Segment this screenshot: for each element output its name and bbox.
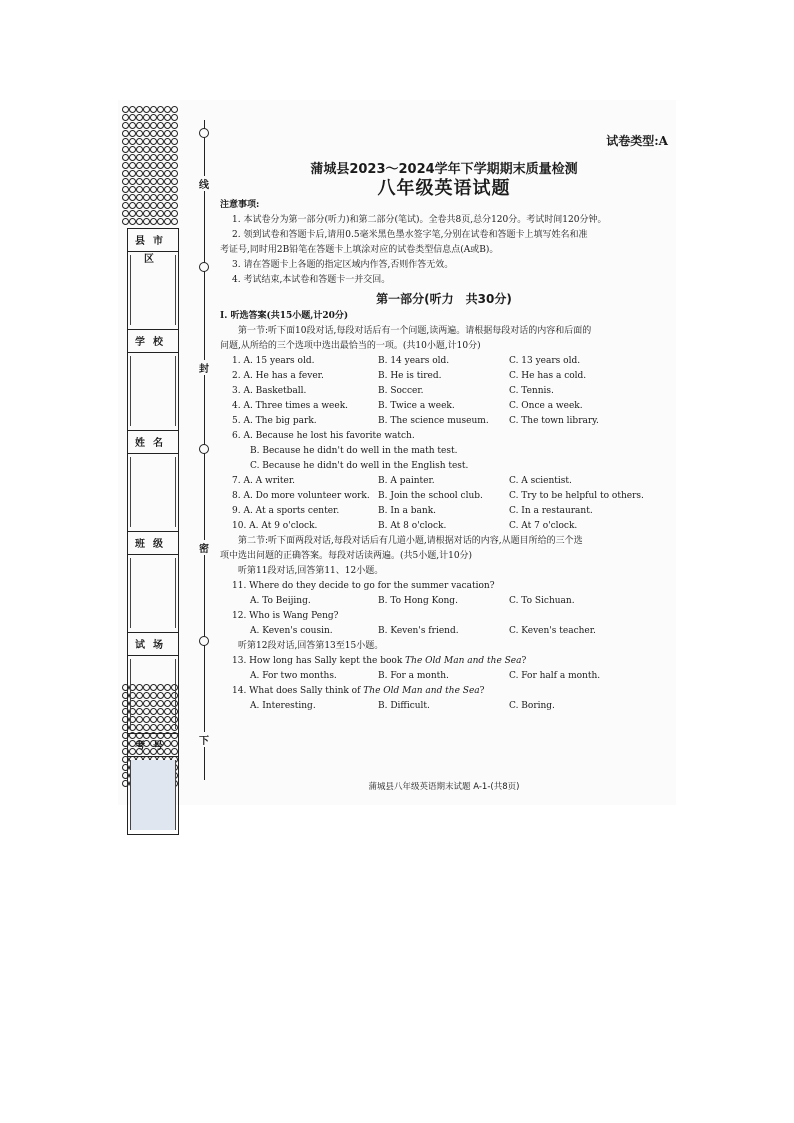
seal-char: 下 [196,732,212,747]
option-b[interactable]: B. He is tired. [378,371,442,381]
binding-dot-icon [136,194,143,201]
stem-text: 13. How long has Sally kept the book [232,656,406,666]
binding-dot-icon [143,146,150,153]
option-a[interactable]: 8. A. Do more volunteer work. [232,491,370,501]
binding-dot-icon [136,162,143,169]
notice-item: 3. 请在答题卡上各题的指定区域内作答,否则作答无效。 [232,260,454,270]
seal-circle-icon [199,444,209,454]
binding-dot-icon [143,186,150,193]
option-a[interactable]: A. Keven's cousin. [250,626,333,636]
binding-dot-icon [150,146,157,153]
binding-dot-icon [136,186,143,193]
option-b[interactable]: B. 14 years old. [378,356,450,366]
notice-item: 考证号,同时用2B铅笔在答题卡上填涂对应的试卷类型信息点(A或B)。 [220,245,499,255]
binding-dot-icon [171,114,178,121]
binding-dot-icon [171,218,178,225]
notice-item: 4. 考试结束,本试卷和答题卡一并交回。 [232,275,391,285]
question-row [220,699,668,714]
info-box-district [127,228,179,330]
question-row [220,489,668,504]
option-c[interactable]: C. For half a month. [509,671,601,681]
binding-dot-icon [157,162,164,169]
binding-dot-icon [129,146,136,153]
binding-dot-icon [136,114,143,121]
seal-char: 密 [196,540,212,555]
binding-dot-icon [164,210,171,217]
option-b[interactable]: B. Keven's friend. [378,626,459,636]
binding-dot-icon [143,154,150,161]
option-c[interactable]: C. Boring. [509,701,555,711]
binding-dot-icon [171,194,178,201]
binding-dot-icon [122,210,129,217]
exam-room-field[interactable] [130,659,176,729]
page-footer: 蒲城县八年级英语期末试题 A-1-(共8页) [368,782,520,792]
stem-text: ? [521,656,527,666]
option-b[interactable]: B. For a month. [378,671,449,681]
binding-dot-icon [122,194,129,201]
option-c[interactable]: C. A scientist. [509,476,572,486]
binding-dot-icon [136,138,143,145]
option-a[interactable]: A. Interesting. [250,701,316,711]
exam-content [220,130,668,714]
notice-heading: 注意事项: [220,200,260,210]
question-stem: 11. Where do they decide to go for the summer vacation? [232,581,495,591]
question-row [220,384,668,399]
binding-dot-icon [122,162,129,169]
notice-block [220,198,668,288]
question-row [220,624,668,639]
question-row [220,354,668,369]
option-a[interactable]: 2. A. He has a fever. [232,371,324,381]
binding-dot-icon [171,186,178,193]
binding-dot-icon [122,130,129,137]
binding-dot-icon [157,154,164,161]
question-row [220,369,668,384]
binding-dot-icon [164,178,171,185]
binding-dot-icon [129,194,136,201]
binding-dot-icon [143,194,150,201]
district-field[interactable] [130,255,176,325]
question-row [220,474,668,489]
binding-dot-icon [136,106,143,113]
question-stem [220,654,668,669]
option-c[interactable]: C. At 7 o'clock. [509,521,578,531]
binding-dot-icon [157,194,164,201]
binding-dot-icon [150,178,157,185]
binding-dot-icon [171,178,178,185]
option-b[interactable]: B. The science museum. [378,416,489,426]
binding-dot-icon [129,218,136,225]
info-label: 班级 [128,536,178,555]
option-c[interactable]: C. The town library. [509,416,599,426]
option-c[interactable]: C. In a restaurant. [509,506,593,516]
notice-item: 2. 领到试卷和答题卡后,请用0.5毫米黑色墨水签字笔,分别在试卷和答题卡上填写姓名和准 [232,230,588,240]
binding-dot-icon [122,178,129,185]
binding-dot-icon [164,194,171,201]
info-box-exam-number [127,734,179,835]
binding-dot-icon [136,210,143,217]
binding-dot-icon [150,194,157,201]
binding-dot-icon [164,154,171,161]
binding-dot-icon [129,170,136,177]
binding-dot-icon [171,130,178,137]
binding-dot-icon [171,154,178,161]
binding-dot-icon [164,122,171,129]
section-heading: Ⅰ. 听选答案(共15小题,计20分) [220,311,349,321]
seal-char: 线 [196,176,212,191]
binding-dot-icon [143,218,150,225]
binding-dot-icon [150,202,157,209]
binding-dot-icon [129,122,136,129]
option-b[interactable]: B. A painter. [378,476,435,486]
binding-dot-icon [157,146,164,153]
option-a[interactable]: 1. A. 15 years old. [232,356,315,366]
binding-dot-icon [136,170,143,177]
book-title: The Old Man and the Sea [405,656,522,666]
question-row [220,414,668,429]
section1-intro-cont: 问题,从所给的三个选项中选出最恰当的一项。(共10小题,计10分) [220,341,481,351]
notice-item: 1. 本试卷分为第一部分(听力)和第二部分(笔试)。全卷共8页,总分120分。考试时间120分钟。 [232,215,607,225]
class-field[interactable] [130,558,176,628]
option-a[interactable]: 9. A. At a sports center. [232,506,340,516]
binding-dot-icon [129,162,136,169]
binding-dot-icon [157,210,164,217]
binding-dot-icon [164,202,171,209]
binding-dot-icon [150,154,157,161]
binding-dot-icon [136,178,143,185]
binding-dot-icon [171,146,178,153]
stem-text: ? [479,686,485,696]
option-a[interactable]: A. For two months. [250,671,337,681]
binding-dot-icon [143,130,150,137]
seal-char: 封 [196,360,212,375]
binding-dot-icon [122,106,129,113]
binding-dot-icon [150,130,157,137]
binding-dot-icon [150,114,157,121]
binding-dot-icon [129,210,136,217]
binding-dot-icon [164,170,171,177]
info-label: 考号 [128,738,178,757]
binding-dot-icon [143,170,150,177]
question-row [220,504,668,519]
info-label: 试场 [128,637,178,656]
binding-dot-icon [157,170,164,177]
exam-title: 蒲城县2023～2024学年下学期期末质量检测 [310,162,578,177]
binding-dot-icon [164,218,171,225]
binding-dot-icon [157,106,164,113]
info-box-exam-room [127,633,179,734]
binding-dot-icon [171,170,178,177]
binding-dot-icon [157,122,164,129]
info-box-name [127,431,179,532]
binding-dot-icon [122,122,129,129]
binding-dot-icon [136,202,143,209]
binding-dot-icon [150,218,157,225]
binding-dot-icon [171,138,178,145]
option-c[interactable]: C. Because he didn't do well in the English test. [250,461,469,471]
option-b[interactable]: B. At 8 o'clock. [378,521,447,531]
option-b[interactable]: B. Soccer. [378,386,424,396]
binding-dot-icon [122,146,129,153]
option-a[interactable]: 3. A. Basketball. [232,386,307,396]
subject-title: 八年级英语试题 [377,178,511,199]
exam-number-field[interactable] [130,760,176,830]
paper-type: 试卷类型:A [606,134,668,148]
binding-dot-icon [129,114,136,121]
option-c[interactable]: C. Tennis. [509,386,554,396]
option-c[interactable]: C. Keven's teacher. [509,626,596,636]
binding-dot-icon [143,162,150,169]
binding-dot-icon [171,106,178,113]
option-a[interactable]: 10. A. At 9 o'clock. [232,521,318,531]
option-a[interactable]: 6. A. Because he lost his favorite watch. [232,431,415,441]
seal-circle-icon [199,636,209,646]
binding-dot-icon [129,138,136,145]
binding-dot-icon [136,218,143,225]
binding-dot-icon [122,186,129,193]
option-b[interactable]: B. In a bank. [378,506,437,516]
option-b[interactable]: B. To Hong Kong. [378,596,458,606]
binding-dot-icon [150,106,157,113]
option-c[interactable]: C. Once a week. [509,401,583,411]
binding-dot-icon [143,210,150,217]
binding-dot-icon [143,178,150,185]
binding-dot-icon [157,202,164,209]
binding-dot-icon [136,122,143,129]
binding-dot-icon [129,178,136,185]
binding-dot-icon [164,138,171,145]
binding-dot-icon [136,130,143,137]
stem-text: 14. What does Sally think of [232,686,364,696]
binding-dot-icon [129,130,136,137]
listening-hint: 听第12段对话,回答第13至15小题。 [238,641,384,651]
part1-title: 第一部分(听力 共30分) [376,292,512,306]
binding-dot-icon [150,162,157,169]
seal-circle-icon [199,128,209,138]
binding-dot-icon [122,202,129,209]
binding-dot-icon [143,202,150,209]
binding-dot-icon [157,114,164,121]
section2-intro: 第二节:听下面两段对话,每段对话后有几道小题,请根据对话的内容,从题目所给的三个选 [238,536,583,546]
question-stem: 12. Who is Wang Peng? [232,611,339,621]
listening-hint: 听第11段对话,回答第11、12小题。 [238,566,384,576]
question-row [220,519,668,534]
option-c[interactable]: C. 13 years old. [509,356,581,366]
student-info-column [127,228,179,835]
option-a[interactable]: 7. A. A writer. [232,476,296,486]
school-field[interactable] [130,356,176,426]
question-row [220,594,668,609]
option-b[interactable]: B. Join the school club. [378,491,483,501]
binding-dot-icon [129,154,136,161]
binding-dot-icon [171,202,178,209]
question-row [220,399,668,414]
section1-intro: 第一节:听下面10段对话,每段对话后有一个问题,读两遍。请根据每段对话的内容和后面的 [238,326,592,336]
binding-dot-icon [171,162,178,169]
binding-dot-icon [171,210,178,217]
info-label: 县市区 [128,233,178,252]
info-box-class [127,532,179,633]
option-c[interactable]: C. To Sichuan. [509,596,575,606]
book-title: The Old Man and the Sea [363,686,480,696]
binding-dot-icon [157,138,164,145]
name-field[interactable] [130,457,176,527]
option-b[interactable]: B. Twice a week. [378,401,455,411]
question-row [220,669,668,684]
binding-dot-icon [122,114,129,121]
binding-dot-icon [136,154,143,161]
option-a[interactable]: 4. A. Three times a week. [232,401,349,411]
binding-dot-icon [129,186,136,193]
binding-dot-icon [171,122,178,129]
binding-dot-icon [129,106,136,113]
option-b[interactable]: B. Because he didn't do well in the math test. [250,446,458,456]
info-label: 学校 [128,334,178,353]
binding-dot-icon [157,186,164,193]
binding-dot-icon [122,170,129,177]
binding-dot-icon [164,186,171,193]
binding-dot-icon [143,106,150,113]
binding-dot-icon [150,138,157,145]
binding-dot-icon [164,162,171,169]
binding-dot-icon [164,106,171,113]
binding-dot-icon [136,146,143,153]
binding-dot-icon [157,130,164,137]
binding-dot-icon [143,138,150,145]
binding-dot-icon [143,122,150,129]
option-c[interactable]: C. Try to be helpful to others. [509,491,644,501]
info-label: 姓名 [128,435,178,454]
seal-circle-icon [199,262,209,272]
question-stem [220,684,668,699]
section2-intro-cont: 项中选出问题的正确答案。每段对话读两遍。(共5小题,计10分) [220,551,473,561]
binding-dot-icon [122,218,129,225]
binding-dot-icon [157,178,164,185]
option-b[interactable]: B. Difficult. [378,701,430,711]
binding-dot-icon [122,154,129,161]
binding-dots-top [122,106,178,225]
binding-dot-icon [150,122,157,129]
binding-dot-icon [164,146,171,153]
binding-dot-icon [157,218,164,225]
binding-dot-icon [143,114,150,121]
binding-dot-icon [164,130,171,137]
binding-dot-icon [122,138,129,145]
option-c[interactable]: C. He has a cold. [509,371,587,381]
option-a[interactable]: 5. A. The big park. [232,416,317,426]
info-box-school [127,330,179,431]
binding-dot-icon [150,170,157,177]
binding-dot-icon [164,114,171,121]
binding-dot-icon [150,186,157,193]
binding-dot-icon [150,210,157,217]
option-a[interactable]: A. To Beijing. [250,596,311,606]
binding-dot-icon [129,202,136,209]
